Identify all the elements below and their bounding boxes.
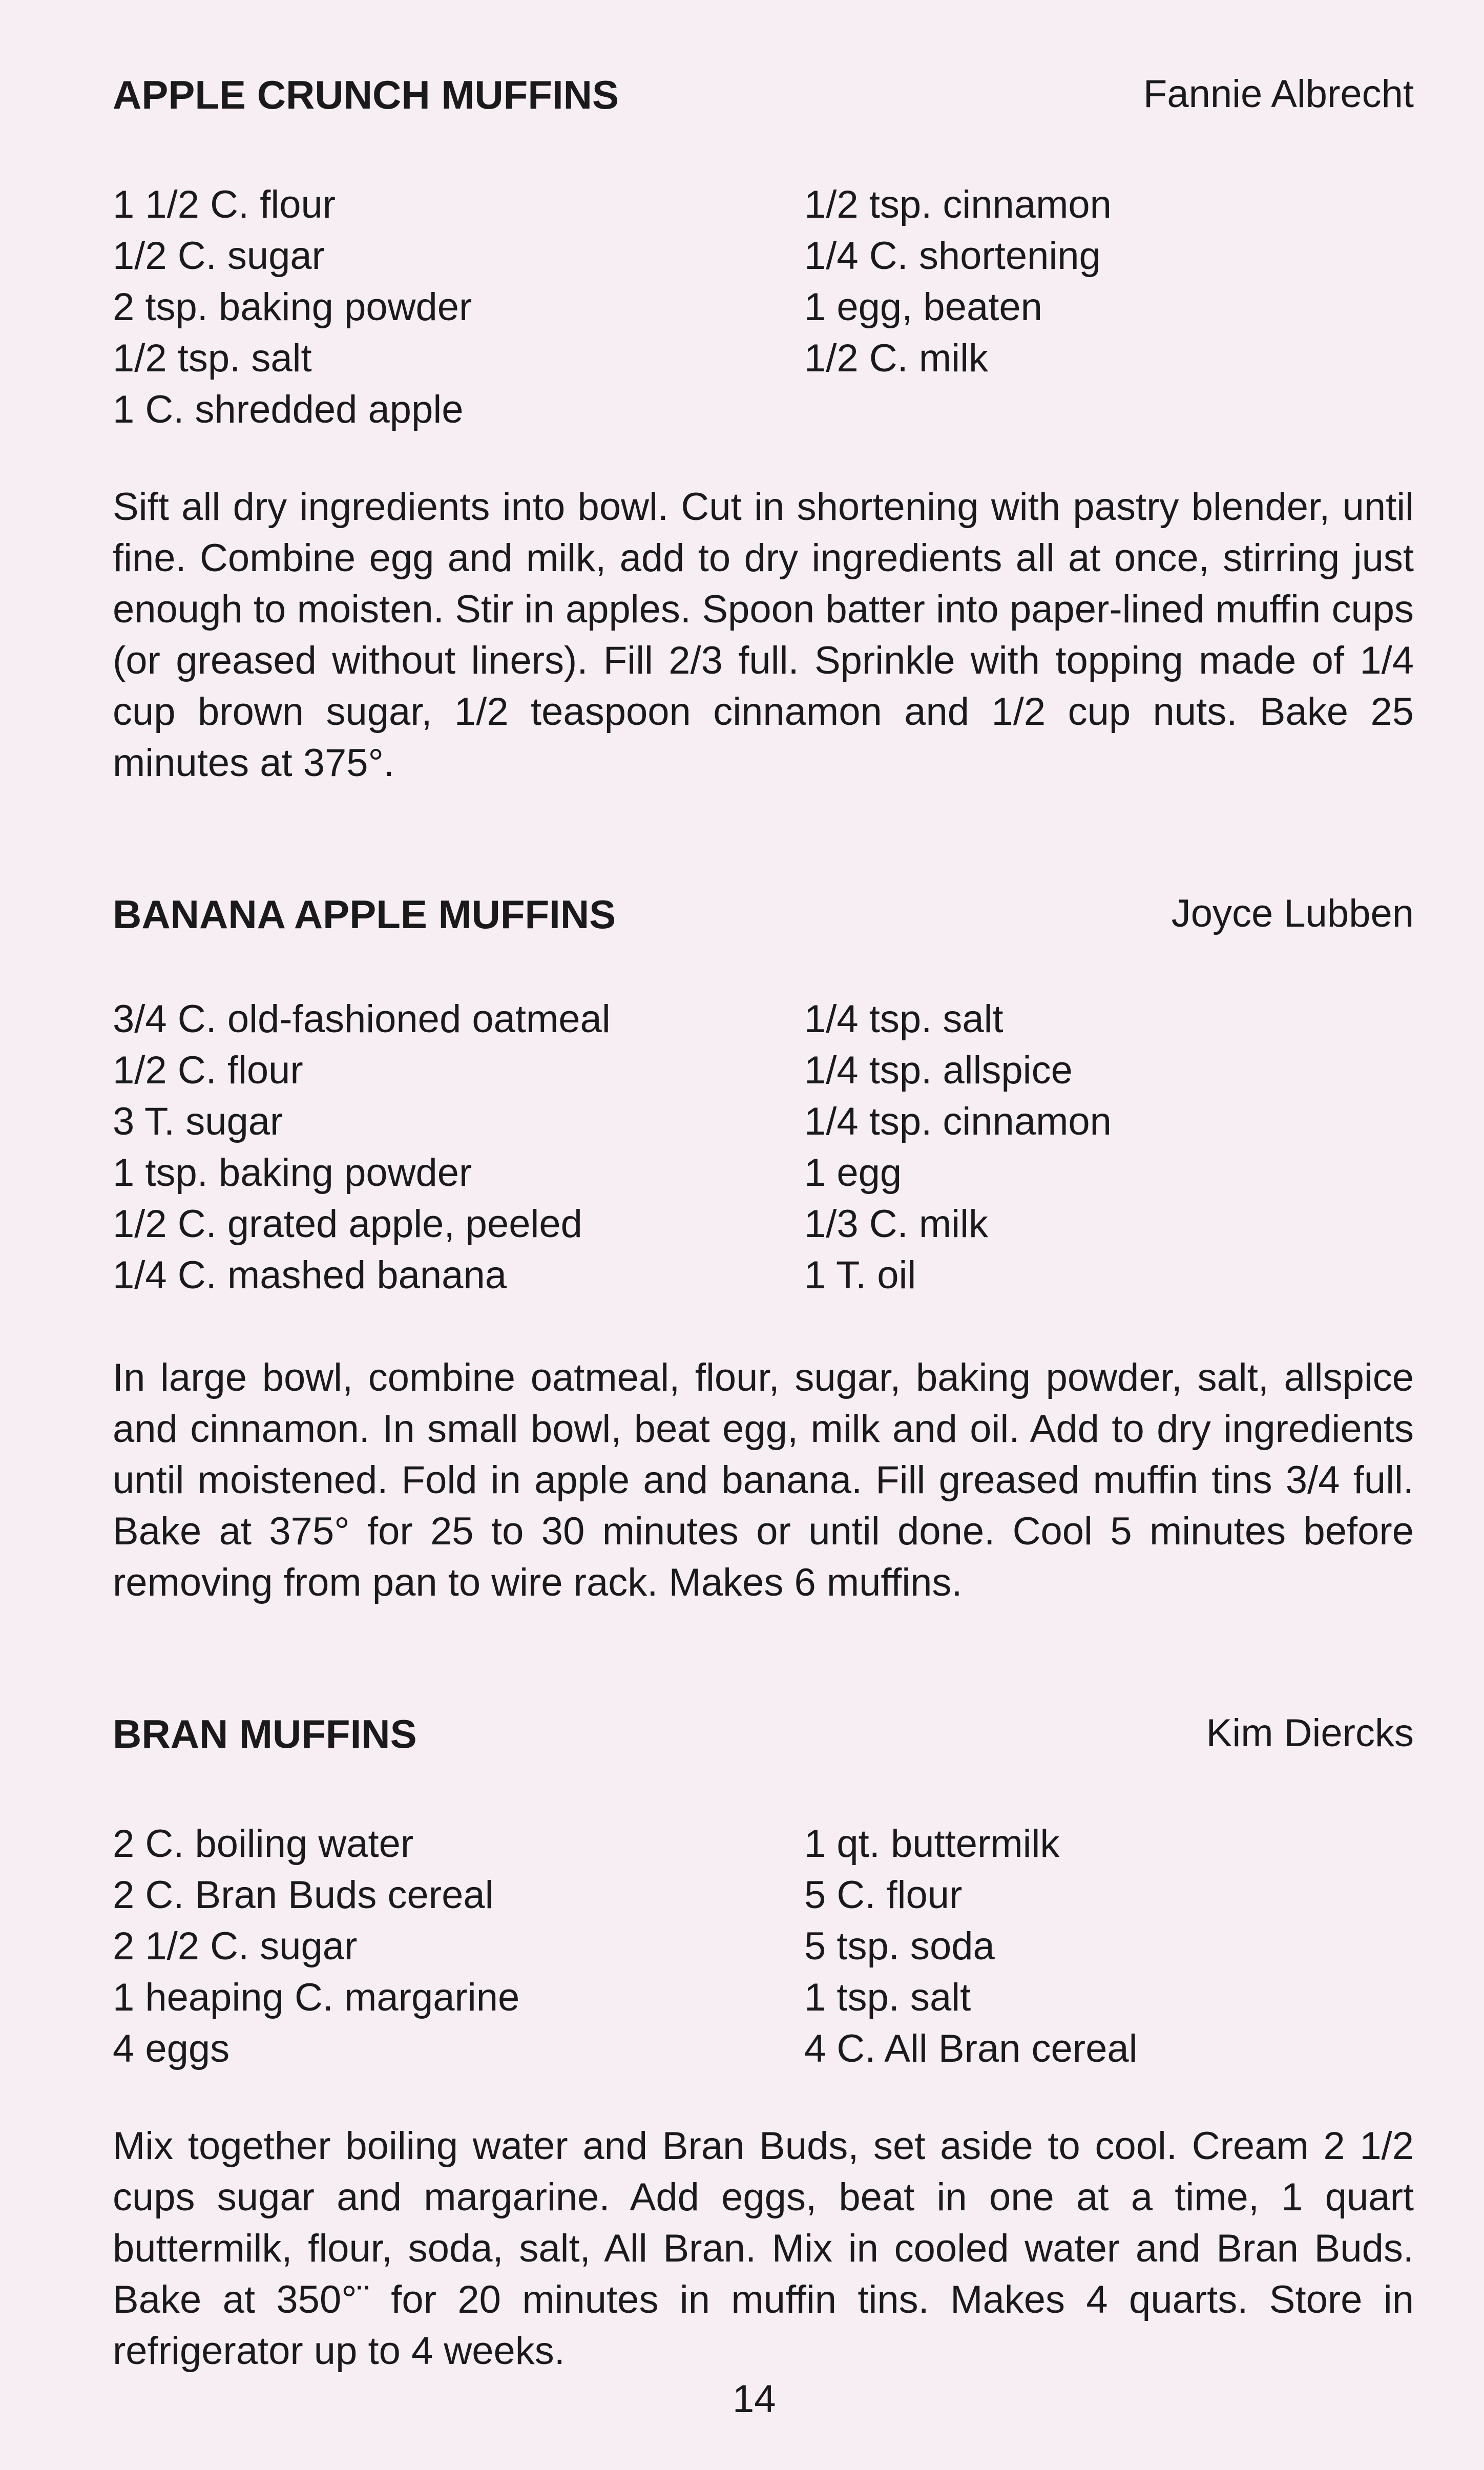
ingredient: 1/2 C. grated apple, peeled [113, 1202, 582, 1246]
ingredient: 1/2 C. milk [804, 337, 988, 380]
recipe-header [113, 1711, 1414, 1767]
ingredients-right-column [804, 994, 1112, 1301]
ingredient: 2 tsp. baking powder [113, 285, 472, 329]
recipe-bran-muffins [113, 1711, 1414, 2373]
ingredient: 1/2 C. sugar [113, 234, 325, 278]
ingredient: 5 tsp. soda [804, 1924, 995, 1968]
recipe-header [113, 72, 1414, 128]
ingredient: 1 C. shredded apple [113, 388, 464, 431]
ingredient: 1/4 tsp. allspice [804, 1049, 1073, 1092]
ingredient: 1 qt. buttermilk [804, 1822, 1060, 1866]
ingredients [113, 1818, 1414, 2075]
ingredient: 3/4 C. old-fashioned oatmeal [113, 997, 611, 1041]
ingredient: 1/4 C. mashed banana [113, 1253, 507, 1297]
recipe-apple-crunch-muffins [113, 72, 1414, 785]
page-number: 14 [733, 2377, 776, 2421]
ingredient: 1/4 tsp. cinnamon [804, 1100, 1112, 1143]
recipe-directions: Mix together boiling water and Bran Buds, set aside to cool. Cream 2 1/2 cups sugar and margarine. Add eggs, beat in one at a time, 1 quart buttermilk, flour, soda, salt, All Bran. Mix in cooled water and Bran Buds. Bake at 350°¨ for 20 minutes in muffin tins. Makes 4 quarts. Store in refrigerator up to 4 weeks. [113, 2124, 1414, 2373]
recipe-directions: Sift all dry ingredients into bowl. Cut in shortening with pastry blender, until fine. Combine egg and milk, add to dry ingredients all at once, stirring just enough to moisten. Stir in apples. Spoon batter into paper-lined muffin cups (or greased without liners). Fill 2/3 full. Sprinkle with topping made of 1/4 cup brown sugar, 1/2 teaspoon cinnamon and 1/2 cup nuts. Bake 25 minutes at 375°. [113, 485, 1414, 785]
recipe-banana-apple-muffins [113, 891, 1414, 1604]
ingredient: 1 tsp. salt [804, 1976, 971, 2019]
ingredients-right-column [804, 179, 1112, 384]
ingredient: 1/4 tsp. salt [804, 997, 1004, 1041]
ingredient: 1 heaping C. margarine [113, 1976, 520, 2019]
ingredient: 2 C. boiling water [113, 1822, 414, 1866]
recipe-author: Joyce Lubben [1171, 892, 1414, 935]
ingredient: 3 T. sugar [113, 1100, 283, 1143]
ingredients-left-column [113, 179, 472, 435]
ingredient: 2 C. Bran Buds cereal [113, 1873, 494, 1917]
ingredient: 2 1/2 C. sugar [113, 1924, 358, 1968]
ingredient: 4 eggs [113, 2027, 230, 2070]
ingredients [113, 179, 1414, 435]
recipe-directions: In large bowl, combine oatmeal, flour, sugar, baking powder, salt, allspice and cinnamon. In small bowl, beat egg, milk and oil. Add to dry ingredients until moistened. Fold in apple and banana. Fill greased muffin tins 3/4 full. Bake at 375° for 25 to 30 minutes or until done. Cool 5 minutes before removing from pan to wire rack. Makes 6 muffins. [113, 1356, 1414, 1604]
ingredient: 1 tsp. baking powder [113, 1151, 472, 1195]
ingredient: 1/2 tsp. cinnamon [804, 183, 1112, 226]
ingredient: 1/2 tsp. salt [113, 337, 312, 380]
ingredient: 1 egg [804, 1151, 902, 1195]
ingredients-left-column [113, 1818, 519, 2075]
ingredients-right-column [804, 1818, 1138, 2075]
recipe-title: BRAN MUFFINS [113, 1711, 417, 1756]
ingredients [113, 994, 1414, 1301]
ingredient: 1/2 C. flour [113, 1049, 303, 1092]
recipe-title: APPLE CRUNCH MUFFINS [113, 72, 619, 117]
recipe-title: BANANA APPLE MUFFINS [113, 892, 616, 937]
ingredient: 1 1/2 C. flour [113, 183, 336, 226]
ingredient: 5 C. flour [804, 1873, 963, 1917]
ingredient: 4 C. All Bran cereal [804, 2027, 1138, 2070]
ingredient: 1/3 C. milk [804, 1202, 988, 1246]
recipe-author: Fannie Albrecht [1143, 72, 1414, 116]
recipe-author: Kim Diercks [1206, 1711, 1414, 1755]
recipe-header [113, 891, 1414, 948]
ingredients-left-column [113, 994, 611, 1301]
ingredient: 1 egg, beaten [804, 285, 1042, 329]
ingredient: 1 T. oil [804, 1253, 916, 1297]
ingredient: 1/4 C. shortening [804, 234, 1101, 278]
